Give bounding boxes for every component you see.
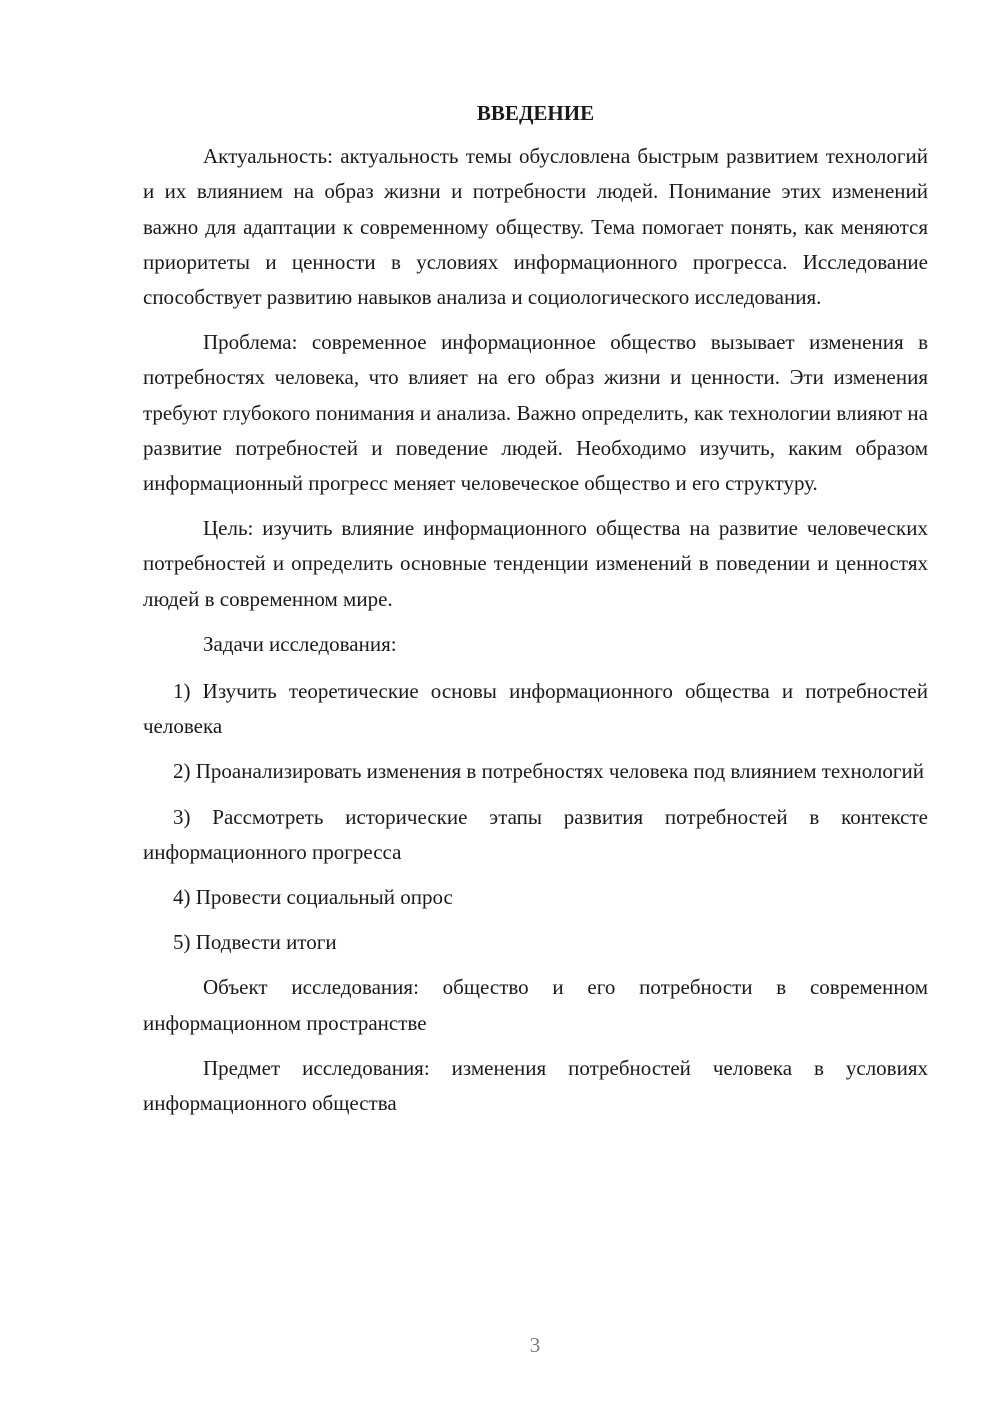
task-item: 4) Провести социальный опрос	[173, 885, 453, 910]
tasks-heading: Задачи исследования:	[203, 631, 397, 656]
page-number: 3	[529, 1333, 541, 1357]
section-title: ВВЕДЕНИЕ	[476, 101, 595, 125]
task-item: 1) Изучить теоретические основы информационного общества и потребностей человека	[143, 679, 928, 739]
task-item: 5) Подвести итоги	[173, 930, 337, 955]
object-paragraph: Объект исследования: общество и его потребности в современном информационном пространстве	[143, 975, 928, 1035]
page-content	[143, 96, 928, 1131]
task-item: 3) Рассмотреть исторические этапы развития потребностей в контексте информационного прогресса	[143, 804, 928, 864]
goal-paragraph: Цель: изучить влияние информационного общества на развитие человеческих потребностей и определить основные тенденции изменений в поведении и ценностях людей в современном мире.	[143, 516, 928, 611]
problem-paragraph: Проблема: современное информационное общество вызывает изменения в потребностях человека, что влияет на его образ жизни и ценности. Эти изменения требуют глубокого понимания и анализа. Важно определить, как технологии влияют на развитие потребностей и поведение людей. Необходимо изучить, каким образом информационный прогресс меняет человеческое общество и его структуру.	[143, 330, 928, 496]
subject-paragraph: Предмет исследования: изменения потребностей человека в условиях информационного общества	[143, 1055, 928, 1116]
task-item: 2) Проанализировать изменения в потребностях человека под влиянием технологий	[173, 759, 924, 784]
relevance-paragraph: Актуальность: актуальность темы обусловлена быстрым развитием технологий и их влиянием на образ жизни и потребности людей. Понимание этих изменений важно для адаптации к современному обществу. Тема помогает понять, как меняются приоритеты и ценности в условиях информационного прогресса. Исследование способствует развитию навыков анализа и социологического исследования.	[143, 144, 928, 310]
